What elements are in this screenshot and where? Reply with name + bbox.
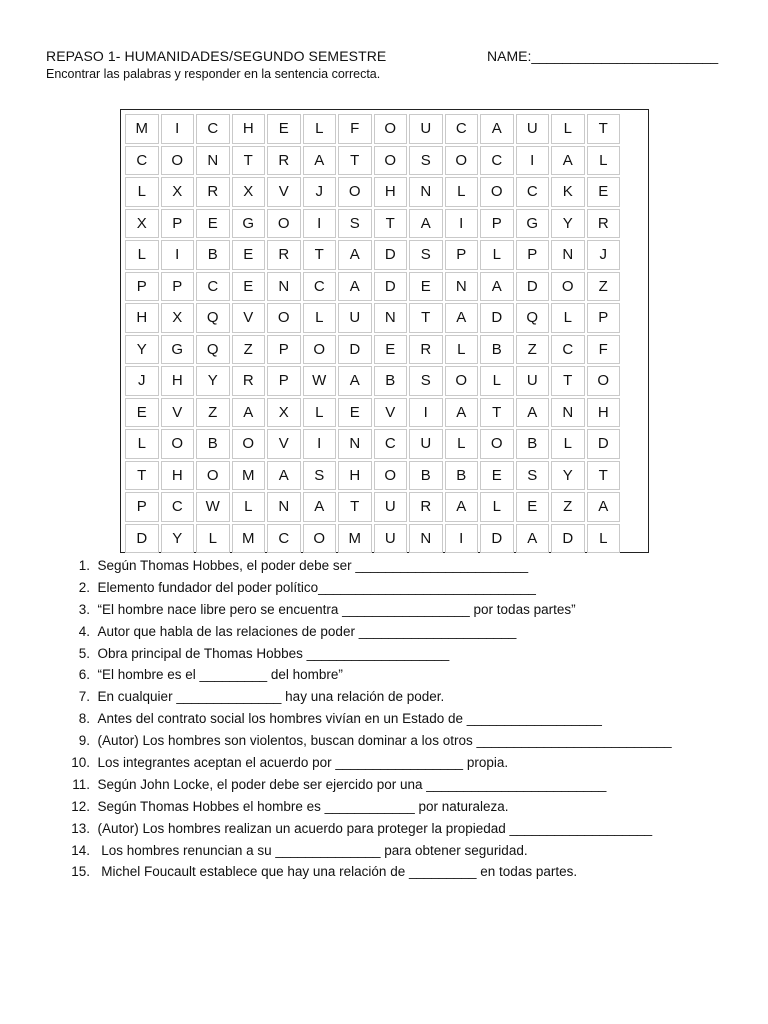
grid-cell: U	[516, 114, 550, 144]
grid-cell: Q	[516, 303, 550, 333]
grid-cell: M	[338, 524, 372, 554]
grid-cell: E	[516, 492, 550, 522]
grid-cell: Y	[161, 524, 195, 554]
question-text: “El hombre es el _________ del hombre”	[97, 667, 343, 683]
grid-cell: C	[445, 114, 479, 144]
grid-cell: A	[338, 366, 372, 396]
grid-cell: Z	[516, 335, 550, 365]
word-search-grid	[120, 109, 649, 553]
name-field: NAME:________________________	[487, 48, 719, 64]
grid-cell: T	[409, 303, 443, 333]
grid-cell: B	[516, 429, 550, 459]
grid-cell: R	[409, 492, 443, 522]
grid-cell: L	[587, 524, 621, 554]
grid-cell: Z	[196, 398, 230, 428]
grid-cell: O	[551, 272, 585, 302]
grid-cell: Y	[551, 461, 585, 491]
question-number: 15.	[71, 864, 90, 880]
grid-cell: B	[480, 335, 514, 365]
grid-cell: O	[161, 429, 195, 459]
grid-cell: L	[480, 240, 514, 270]
question-number: 14.	[71, 842, 90, 858]
question-text: Según Thomas Hobbes el hombre es ____________ por naturaleza.	[97, 798, 509, 814]
question-text: Los hombres renuncian a su ______________ para obtener seguridad.	[97, 842, 528, 858]
question-text: En cualquier ______________ hay una relación de poder.	[97, 689, 445, 705]
grid-cell: O	[267, 303, 301, 333]
grid-cell: L	[551, 303, 585, 333]
question-number: 6.	[78, 667, 90, 683]
grid-cell: H	[587, 398, 621, 428]
grid-cell: E	[267, 114, 301, 144]
grid-row	[125, 209, 620, 239]
grid-cell: E	[196, 209, 230, 239]
grid-cell: O	[587, 366, 621, 396]
grid-cell: E	[338, 398, 372, 428]
grid-cell: H	[125, 303, 159, 333]
grid-cell: A	[338, 272, 372, 302]
instructions: Encontrar las palabras y responder en la sentencia correcta.	[46, 67, 381, 81]
grid-row	[125, 398, 620, 428]
grid-cell: O	[480, 429, 514, 459]
grid-cell: S	[338, 209, 372, 239]
grid-cell: C	[551, 335, 585, 365]
question-text: Autor que habla de las relaciones de poder _____________________	[97, 623, 517, 639]
question-number: 7.	[78, 689, 90, 705]
grid-cell: S	[409, 366, 443, 396]
question-item	[46, 752, 746, 774]
grid-cell: J	[303, 177, 337, 207]
grid-cell: U	[409, 429, 443, 459]
grid-cell: M	[232, 524, 266, 554]
question-text: (Autor) Los hombres realizan un acuerdo para proteger la propiedad ___________________	[97, 820, 653, 836]
question-item	[46, 643, 746, 665]
question-number: 5.	[78, 645, 90, 661]
grid-cell: A	[551, 146, 585, 176]
question-item	[46, 818, 746, 840]
grid-cell: D	[587, 429, 621, 459]
question-number: 12.	[71, 798, 90, 814]
question-number: 9.	[78, 733, 90, 749]
grid-cell: I	[445, 209, 479, 239]
grid-cell: G	[516, 209, 550, 239]
grid-cell: P	[125, 492, 159, 522]
grid-cell: S	[409, 240, 443, 270]
grid-cell: N	[267, 272, 301, 302]
grid-cell: D	[480, 524, 514, 554]
grid-cell: C	[303, 272, 337, 302]
question-number: 1.	[78, 558, 90, 573]
grid-cell: I	[303, 429, 337, 459]
grid-cell: C	[480, 146, 514, 176]
grid-cell: P	[125, 272, 159, 302]
grid-cell: L	[480, 492, 514, 522]
grid-cell: N	[196, 146, 230, 176]
question-text: “El hombre nace libre pero se encuentra _________________ por todas partes”	[97, 601, 576, 617]
question-item	[46, 555, 746, 577]
grid-cell: T	[551, 366, 585, 396]
grid-cell: G	[232, 209, 266, 239]
question-text: Según John Locke, el poder debe ser ejercido por una ________________________	[97, 776, 607, 792]
grid-cell: L	[125, 240, 159, 270]
grid-cell: R	[232, 366, 266, 396]
grid-cell: P	[480, 209, 514, 239]
grid-cell: G	[161, 335, 195, 365]
question-item	[46, 861, 746, 883]
question-number: 2.	[78, 579, 90, 595]
grid-cell: B	[409, 461, 443, 491]
grid-cell: E	[409, 272, 443, 302]
grid-cell: X	[232, 177, 266, 207]
question-item	[46, 621, 746, 643]
grid-cell: O	[267, 209, 301, 239]
grid-cell: D	[516, 272, 550, 302]
grid-cell: A	[480, 114, 514, 144]
grid-cell: U	[374, 524, 408, 554]
grid-cell: V	[267, 177, 301, 207]
grid-cell: O	[374, 146, 408, 176]
grid-cell: C	[161, 492, 195, 522]
grid-cell: I	[516, 146, 550, 176]
grid-cell: O	[338, 177, 372, 207]
grid-cell: Y	[551, 209, 585, 239]
grid-cell: P	[445, 240, 479, 270]
grid-cell: B	[196, 240, 230, 270]
grid-cell: A	[445, 492, 479, 522]
grid-row	[125, 461, 620, 491]
grid-cell: I	[303, 209, 337, 239]
grid-cell: M	[125, 114, 159, 144]
grid-cell: O	[374, 114, 408, 144]
question-text: (Autor) Los hombres son violentos, buscan dominar a los otros __________________________	[97, 733, 672, 749]
grid-cell: D	[480, 303, 514, 333]
question-text: Obra principal de Thomas Hobbes ___________________	[97, 645, 450, 661]
question-item	[46, 599, 746, 621]
grid-cell: T	[338, 492, 372, 522]
grid-cell: T	[587, 461, 621, 491]
grid-cell: T	[232, 146, 266, 176]
question-number: 3.	[78, 601, 90, 617]
grid-cell: D	[338, 335, 372, 365]
grid-row	[125, 177, 620, 207]
grid-cell: L	[551, 429, 585, 459]
question-number: 13.	[71, 820, 90, 836]
question-text: Antes del contrato social los hombres vivían en un Estado de __________________	[97, 711, 602, 727]
grid-cell: D	[374, 272, 408, 302]
grid-cell: F	[587, 335, 621, 365]
grid-cell: Y	[196, 366, 230, 396]
grid-cell: J	[587, 240, 621, 270]
question-list	[46, 555, 746, 883]
grid-cell: V	[161, 398, 195, 428]
grid-cell: A	[232, 398, 266, 428]
grid-cell: K	[551, 177, 585, 207]
grid-cell: U	[338, 303, 372, 333]
grid-cell: O	[303, 524, 337, 554]
question-item	[46, 686, 746, 708]
grid-cell: S	[303, 461, 337, 491]
grid-cell: D	[125, 524, 159, 554]
grid-cell: L	[587, 146, 621, 176]
grid-cell: P	[267, 366, 301, 396]
grid-cell: O	[196, 461, 230, 491]
grid-cell: N	[445, 272, 479, 302]
grid-cell: U	[516, 366, 550, 396]
grid-cell: A	[587, 492, 621, 522]
grid-cell: H	[232, 114, 266, 144]
grid-cell: T	[303, 240, 337, 270]
grid-cell: O	[161, 146, 195, 176]
grid-cell: O	[232, 429, 266, 459]
grid-cell: L	[125, 177, 159, 207]
grid-cell: V	[374, 398, 408, 428]
question-number: 4.	[78, 623, 90, 639]
question-number: 10.	[71, 755, 90, 771]
grid-cell: O	[445, 146, 479, 176]
grid-row	[125, 429, 620, 459]
grid-cell: S	[409, 146, 443, 176]
question-number: 8.	[78, 711, 90, 727]
grid-cell: R	[196, 177, 230, 207]
grid-cell: X	[161, 177, 195, 207]
grid-row	[125, 272, 620, 302]
grid-cell: W	[303, 366, 337, 396]
grid-cell: V	[232, 303, 266, 333]
grid-cell: L	[480, 366, 514, 396]
grid-cell: E	[374, 335, 408, 365]
word-search-table	[123, 112, 622, 555]
grid-cell: Z	[587, 272, 621, 302]
grid-cell: R	[587, 209, 621, 239]
grid-cell: X	[161, 303, 195, 333]
grid-cell: Z	[551, 492, 585, 522]
grid-cell: D	[374, 240, 408, 270]
grid-cell: X	[125, 209, 159, 239]
grid-cell: B	[374, 366, 408, 396]
grid-cell: L	[125, 429, 159, 459]
grid-row	[125, 335, 620, 365]
question-item	[46, 774, 746, 796]
grid-cell: C	[267, 524, 301, 554]
grid-cell: I	[409, 398, 443, 428]
grid-cell: L	[303, 398, 337, 428]
grid-cell: B	[445, 461, 479, 491]
grid-cell: E	[232, 240, 266, 270]
question-item	[46, 796, 746, 818]
grid-row	[125, 366, 620, 396]
grid-row	[125, 492, 620, 522]
grid-cell: L	[445, 177, 479, 207]
grid-cell: T	[338, 146, 372, 176]
grid-cell: E	[480, 461, 514, 491]
grid-cell: L	[445, 335, 479, 365]
grid-cell: T	[587, 114, 621, 144]
question-item	[46, 708, 746, 730]
grid-cell: C	[196, 272, 230, 302]
grid-cell: D	[551, 524, 585, 554]
grid-cell: L	[551, 114, 585, 144]
grid-cell: Y	[125, 335, 159, 365]
grid-cell: O	[374, 461, 408, 491]
grid-cell: T	[125, 461, 159, 491]
grid-row	[125, 303, 620, 333]
grid-cell: Q	[196, 335, 230, 365]
grid-cell: O	[303, 335, 337, 365]
grid-cell: R	[267, 146, 301, 176]
grid-cell: H	[161, 461, 195, 491]
grid-cell: C	[196, 114, 230, 144]
grid-cell: V	[267, 429, 301, 459]
grid-cell: L	[303, 114, 337, 144]
grid-cell: I	[445, 524, 479, 554]
grid-cell: E	[232, 272, 266, 302]
grid-cell: X	[267, 398, 301, 428]
grid-cell: L	[445, 429, 479, 459]
grid-cell: P	[587, 303, 621, 333]
grid-cell: C	[374, 429, 408, 459]
grid-cell: T	[480, 398, 514, 428]
grid-cell: O	[480, 177, 514, 207]
question-item	[46, 840, 746, 862]
grid-cell: N	[551, 398, 585, 428]
grid-cell: N	[551, 240, 585, 270]
grid-cell: E	[587, 177, 621, 207]
grid-cell: C	[516, 177, 550, 207]
grid-cell: N	[409, 524, 443, 554]
grid-row	[125, 146, 620, 176]
grid-cell: P	[516, 240, 550, 270]
grid-cell: A	[303, 146, 337, 176]
grid-cell: Q	[196, 303, 230, 333]
grid-cell: R	[409, 335, 443, 365]
grid-cell: A	[303, 492, 337, 522]
grid-cell: O	[445, 366, 479, 396]
grid-cell: A	[338, 240, 372, 270]
grid-cell: L	[232, 492, 266, 522]
grid-cell: S	[516, 461, 550, 491]
grid-cell: H	[374, 177, 408, 207]
grid-cell: J	[125, 366, 159, 396]
grid-cell: F	[338, 114, 372, 144]
grid-cell: L	[303, 303, 337, 333]
question-text: Los integrantes aceptan el acuerdo por _________________ propia.	[97, 755, 509, 771]
grid-row	[125, 114, 620, 144]
grid-row	[125, 524, 620, 554]
grid-cell: U	[374, 492, 408, 522]
grid-cell: E	[125, 398, 159, 428]
grid-cell: A	[516, 398, 550, 428]
grid-cell: P	[161, 272, 195, 302]
grid-cell: N	[374, 303, 408, 333]
grid-cell: P	[161, 209, 195, 239]
grid-cell: I	[161, 240, 195, 270]
grid-cell: H	[338, 461, 372, 491]
grid-cell: W	[196, 492, 230, 522]
grid-cell: N	[409, 177, 443, 207]
grid-cell: A	[480, 272, 514, 302]
grid-cell: H	[161, 366, 195, 396]
grid-cell: N	[338, 429, 372, 459]
question-text: Michel Foucault establece que hay una relación de _________ en todas partes.	[97, 864, 578, 880]
grid-cell: T	[374, 209, 408, 239]
grid-cell: A	[409, 209, 443, 239]
grid-row	[125, 240, 620, 270]
grid-cell: N	[267, 492, 301, 522]
grid-cell: Z	[232, 335, 266, 365]
worksheet-title: REPASO 1- HUMANIDADES/SEGUNDO SEMESTRE	[46, 48, 387, 64]
question-item	[46, 664, 746, 686]
question-item	[46, 730, 746, 752]
grid-cell: C	[125, 146, 159, 176]
question-item	[46, 577, 746, 599]
grid-cell: A	[445, 398, 479, 428]
grid-cell: P	[267, 335, 301, 365]
grid-cell: A	[267, 461, 301, 491]
question-text: Según Thomas Hobbes, el poder debe ser _______________________	[97, 558, 529, 573]
grid-cell: A	[445, 303, 479, 333]
grid-cell: R	[267, 240, 301, 270]
grid-cell: L	[196, 524, 230, 554]
question-number: 11.	[72, 776, 90, 792]
question-text: Elemento fundador del poder político_____________________________	[97, 579, 536, 595]
grid-cell: A	[516, 524, 550, 554]
grid-cell: I	[161, 114, 195, 144]
grid-cell: B	[196, 429, 230, 459]
grid-cell: M	[232, 461, 266, 491]
grid-cell: U	[409, 114, 443, 144]
